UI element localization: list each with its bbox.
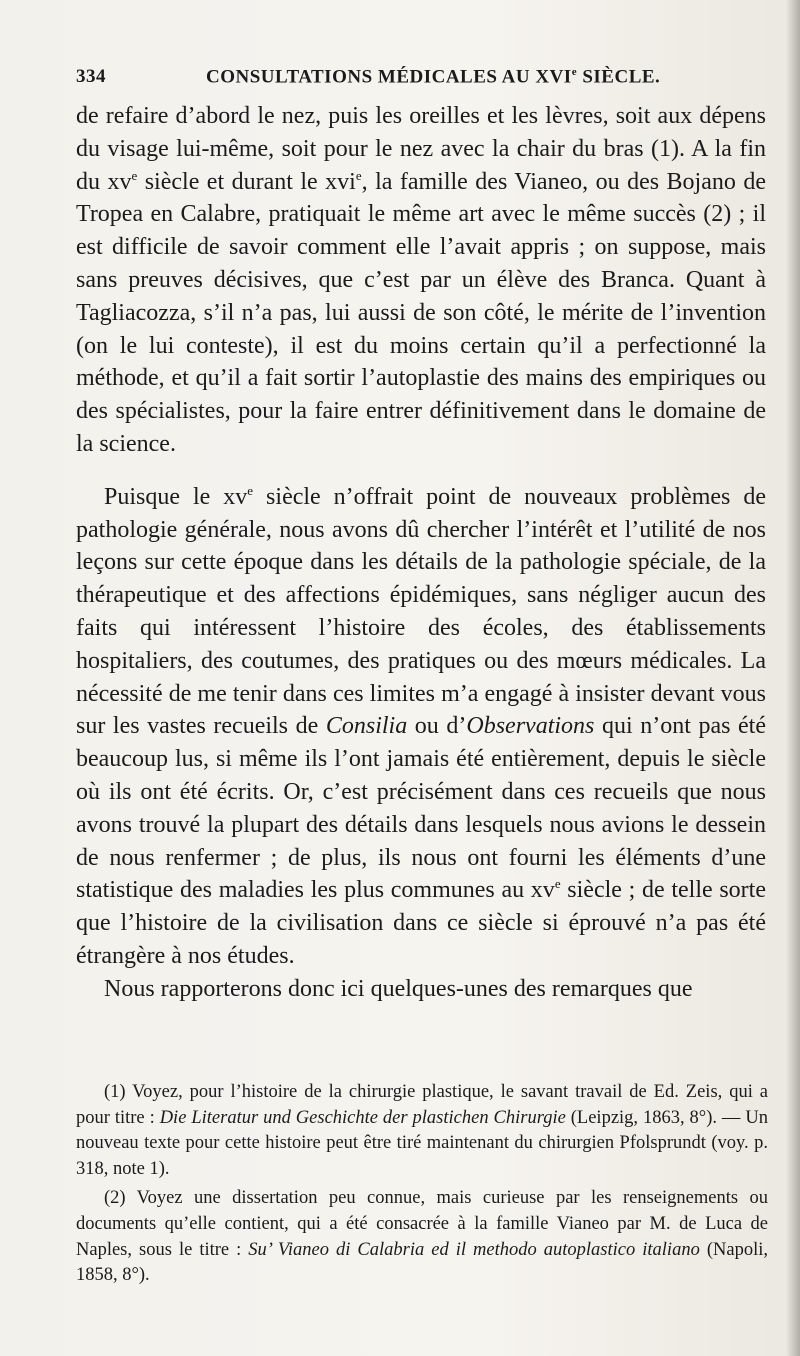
- text-run: de refaire d’abord le nez, puis les oreilles et les lèvres, soit aux dépens du visage lui-même, soit pour le nez avec la chair du bras (1). A la fin du xv: [76, 103, 766, 195]
- superscript: e: [554, 876, 561, 892]
- text-run: siècle et durant le xvi: [137, 168, 356, 195]
- text-run: siècle n’offrait point de nouveaux problèmes de pathologie générale, nous avons dû chercher l’intérêt et l’utilité de nos leçons sur cette époque dans les détails de la pathologie spéciale, de la thérapeutique et des affections épidémiques, sans négliger aucun des faits qui intéressent l’histoire des écoles, des établissements hospitaliers, des coutumes, des pratiques ou des mœurs médicales. La nécessité de me tenir dans ces limites m’a engagé à insister devant vous sur les vastes recueils de: [76, 483, 767, 740]
- page-header: [76, 66, 760, 96]
- main-text: [76, 100, 766, 1006]
- text-run: (Napoli, 1858, 8°).: [76, 1239, 768, 1286]
- italic-title: Consilia: [325, 713, 408, 740]
- text-run: (Leipzig, 1863, 8°). — Un nouveau texte pour cette histoire peut être tiré maintenant du chirurgien Pfolsprundt (voy. p. 318, note 1).: [76, 1107, 768, 1179]
- italic-title: Observations: [466, 713, 595, 740]
- running-title-part-a: CONSULTATIONS MÉDICALES AU XVI: [206, 66, 572, 88]
- paragraph-3: [76, 973, 766, 1006]
- running-title: [206, 66, 660, 88]
- text-run: , la famille des Vianeo, ou des Bojano de Tropea en Calabre, pratiquait le même art avec le même succès (2) ; il est difficile de savoir comment elle l’avait appris ; on suppose, mais sans preuves décisives, que c’est par un élève des Branca. Quant à Tagliacozza, s’il n’a pas, lui aussi de son côté, le mérite de l’invention (on le lui conteste), il est du moins certain qu’il a perfectionné la méthode, et qu’il a fait sortir l’autoplastie des mains des empiriques ou des spécialistes, pour la faire entrer définitivement dans le domaine de la science.: [76, 168, 766, 457]
- superscript: e: [247, 482, 254, 498]
- text-run: qui n’ont pas été beaucoup lus, si même ils l’ont jamais été entièrement, depuis le siècle où ils ont été écrits. Or, c’est précisément dans ces recueils que nous avons trouvé la plupart des détails dans lesquels nous avions le dessein de nous renfermer ; de plus, ils nous ont fourni les éléments d’une statistique des maladies les plus communes au xv: [76, 713, 767, 904]
- text-run: siècle ; de telle sorte que l’histoire de la civilisation dans ce siècle si éprouvé n’a pas été étrangère à nos études.: [76, 877, 766, 969]
- text-run: (1) Voyez, pour l’histoire de la chirurgie plastique, le savant travail de Ed. Zeis, qui a pour titre :: [76, 1082, 768, 1128]
- page-number: 334: [76, 66, 106, 87]
- paragraph-2: [76, 481, 766, 973]
- page-spine-shadow: [786, 0, 800, 1356]
- text-run: (2) Voyez une dissertation peu connue, mais curieuse par les renseignements ou documents qu’elle contient, qui a été consacrée à la famille Vianeo par M. de Luca de Naples, sous le titre :: [76, 1188, 768, 1260]
- superscript: e: [355, 167, 362, 183]
- footnote-1: [76, 1080, 768, 1182]
- running-title-part-b: SIÈCLE.: [577, 66, 661, 88]
- superscript: e: [131, 167, 138, 183]
- text-run: ou d’: [407, 713, 467, 740]
- paragraph-1: [76, 100, 766, 461]
- footnote-2: [76, 1186, 768, 1288]
- text-run: Nous rapporterons donc ici quelques-unes des remarques que: [104, 975, 693, 1002]
- text-run: Puisque le xv: [104, 483, 248, 510]
- italic-title: Su’ Vianeo di Calabria ed il methodo autoplastico italiano: [248, 1239, 700, 1260]
- italic-title: Die Literatur und Geschichte der plastichen Chirurgie: [159, 1107, 566, 1128]
- footnotes: [76, 1080, 768, 1289]
- running-title-sup: e: [571, 66, 578, 78]
